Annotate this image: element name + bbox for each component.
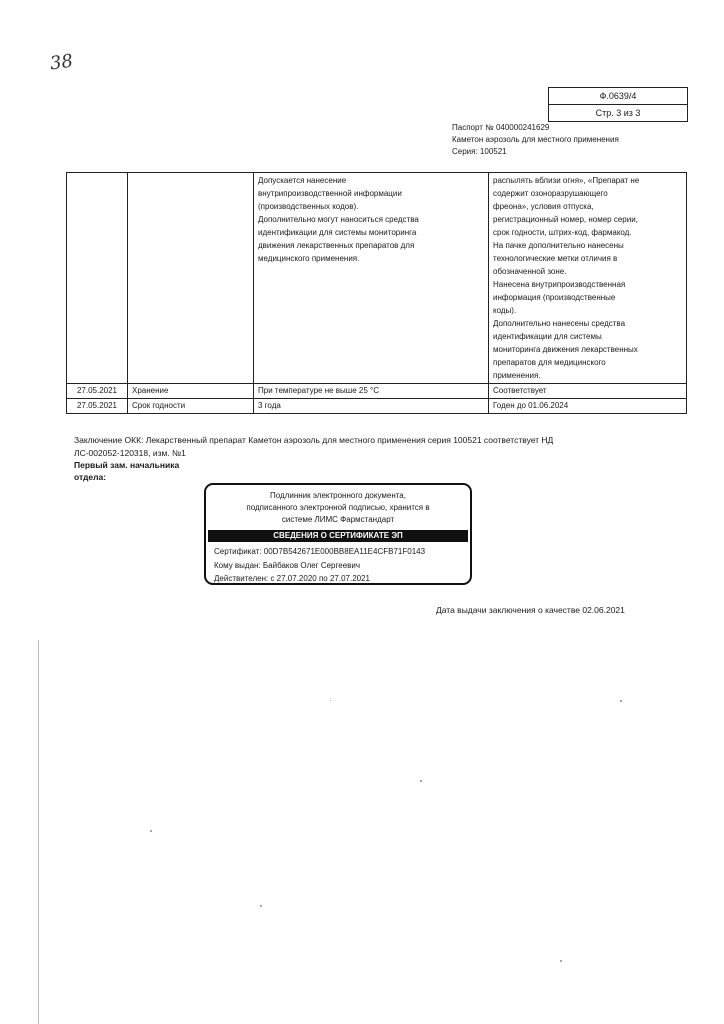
scan-speck [330,700,331,701]
quality-table [66,172,687,414]
requirement-cell: 3 года [254,399,489,414]
date-cell [67,173,128,384]
date-cell: 27.05.2021 [67,384,128,399]
signatory-title: Первый зам. начальника отдела: [74,460,180,482]
result-cell: Соответствует [489,384,687,399]
electronic-signature-stamp [204,483,472,585]
passport-number: Паспорт № 040000241629 [452,123,550,132]
issue-date: Дата выдачи заключения о качестве 02.06.2021 [436,605,625,615]
table-row [67,399,687,414]
scan-speck [150,830,152,832]
scan-speck [620,700,622,702]
certificate-id: Сертификат: 00D7B542671E000BB8EA11E4CFB71F0143 [214,547,426,556]
scan-speck [560,960,562,962]
form-number: Ф.0639/4 [599,91,637,101]
form-number-box [548,87,688,122]
table-row [67,173,687,384]
scan-speck [420,780,422,782]
scan-speck [260,905,262,907]
test-cell: Хранение [128,384,254,399]
page-counter: Стр. 3 из 3 [549,104,687,121]
result-cell: распылять вблизи огня», «Препарат не содержит озоноразрушающего фреона», условия отпуска, регистрационный номер, номер серии, срок годности, штрих-код, фармакод. На пачке дополнительно нанесены технологические метки отличия в обозначенной зоне. Нанесена внутрипроизводственная информация (производственные коды). Дополнительно нанесены средства идентификации для системы мониторинга движения лекарственных препаратов для медицинского применения. [489,173,687,384]
handwritten-page-note: 38 [48,50,75,75]
certificate-owner: Кому выдан: Байбаков Олег Сергеевич [214,561,361,570]
product-name: Каметон аэрозоль для местного применения [452,135,619,144]
certificate-heading: СВЕДЕНИЯ О СЕРТИФИКАТЕ ЭП [208,530,468,542]
series-number: Серия: 100521 [452,147,507,156]
requirement-cell: При температуре не выше 25 °С [254,384,489,399]
scan-edge-line [38,640,39,1024]
test-cell: Срок годности [128,399,254,414]
qc-conclusion: Заключение ОКК: Лекарственный препарат Каметон аэрозоль для местного применения серия 100521 соответствует НД ЛС-002052-120318, изм. №1 [74,435,554,458]
requirement-cell: Допускается нанесение внутрипроизводственной информации (производственных кодов). Дополнительно могут наноситься средства идентификации для системы мониторинга движения лекарственных препаратов для медицинского применения. [254,173,489,384]
table-row [67,384,687,399]
date-cell: 27.05.2021 [67,399,128,414]
test-cell [128,173,254,384]
signature-intro: Подлинник электронного документа, подписанного электронной подписью, хранится в системе ЛИМС Фармстандарт [246,491,430,524]
certificate-validity: Действителен: с 27.07.2020 по 27.07.2021 [214,574,370,583]
result-cell: Годен до 01.06.2024 [489,399,687,414]
